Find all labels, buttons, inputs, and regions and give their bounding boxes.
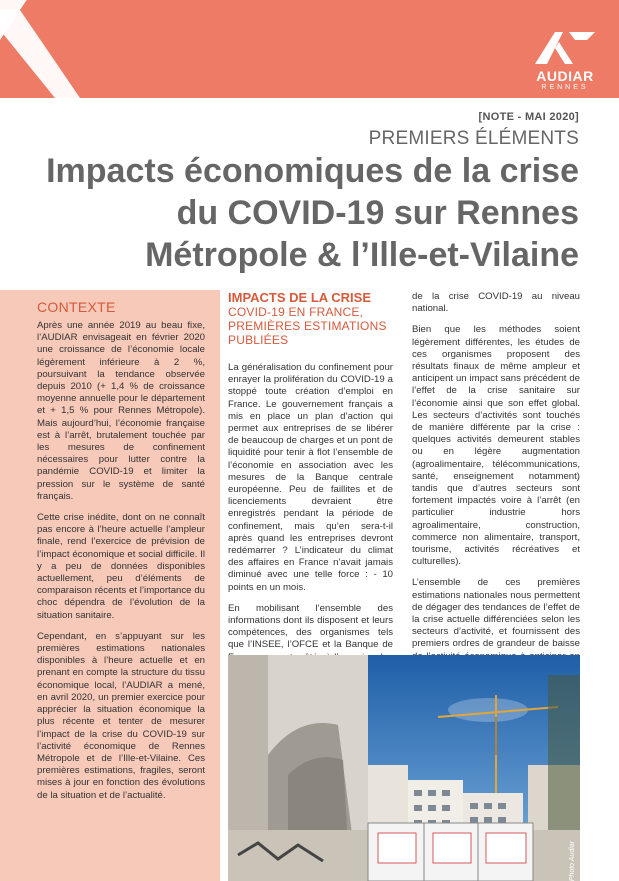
construction-site-photo xyxy=(228,655,580,881)
logo-mark-icon xyxy=(529,28,601,68)
middle-column xyxy=(228,362,393,685)
page-title: Impacts économiques de la crise du COVID-19 sur Rennes Métropole & l’Ille-et-Vilaine xyxy=(46,152,579,274)
audiar-logo[interactable] xyxy=(529,28,601,94)
middle-heading-line2: COVID-19 EN FRANCE, PREMIÈRES ESTIMATIONS PUBLIÉES xyxy=(228,305,387,347)
audiar-a-graphic-icon xyxy=(0,0,160,98)
middle-heading-line1: IMPACTS DE LA CRISE xyxy=(228,290,372,305)
right-paragraph: L’ensemble de ces premières estimations nationales nous permettent de dégager des tendances de l’effet de la crise actuelle différenciées selon les secteurs d’activité, et fournissent des premiers ordres de grandeur de baisse xyxy=(412,577,580,650)
logo-city: RENNES xyxy=(541,84,589,91)
right-paragraph: Bien que les méthodes soient légèrement différentes, les études de ces organismes proposent des résultats finaux de même ampleur et anticipent un impact sans précédent de l’effet de la crise sanitaire sur l’économie ainsi que son effet global. Les secteurs d’activités sont touchés de manière différente par la crise : quelques activités demeurent stables ou en légère augmentation (agroalimentaire, télécommunications, santé, enseignement notamment) tandis que d’autres secteurs sont fortement impactés voire à l’arrêt (en particulier industrie hors agroalimentaire, construction, commerce non alimentaire, transport, tourisme, activités récréatives et culturelles). xyxy=(412,324,580,568)
sidebar-paragraph: Cependant, en s’appuyant sur les premières estimations nationales disponibles à l’heure actuelle et en prenant en compte la structure du tissu économique local, l’AUDIAR a mené, en avril 2020, un premier exercice pour apprécier la situation économique la plus récente et tenter de mesurer l’impact de la crise du COVID-19 sur l’activité économique de Rennes Métropole et de l’Ille-et-Vilaine. Ces premières estimations, fragiles, seront mises à jour en fonction des évolutions de la situation et de l’actualité. xyxy=(37,630,205,801)
right-paragraph: de la crise COVID-19 au niveau national. xyxy=(412,291,580,315)
middle-heading xyxy=(228,290,388,347)
note-date: [NOTE - MAI 2020] xyxy=(478,111,579,123)
sidebar-text xyxy=(37,320,205,811)
middle-paragraph: En mobilisant l’ensemble des informations dont ils disposent et leurs compétences, des organismes tels que l’INSEE, l’OFCE et la Banque de xyxy=(228,602,393,651)
sidebar-paragraph: Cette crise inédite, dont on ne connaît pas encore à l’heure actuelle l’ampleur finale, rend l’exercice de prévision de l’impact économique et social difficile. Il y a peu de données disponibles actuellement, peu d’éléments de comparaison récents et l’importance du choc dépendra de l’évolution de la situation sanitaire. xyxy=(37,512,205,621)
photo-credit: Photo Audiar xyxy=(569,841,576,881)
header-banner xyxy=(0,0,619,98)
middle-paragraph: La généralisation du confinement pour enrayer la prolifération du COVID-19 a stoppé toute création d’emploi en France. Le gouvernement français a mis en place un plan d’action qui permet aux entreprises de se libérer de beaucoup de charges et un pont de liquidité pour tenir à flot l’ensemble de l’économie en association avec les mesures de la Banque centrale européenne. Peu de faillites et de licenciements devraient être enregistrés pendant la période de confinement, mais qu’en sera-t-il après quand les entreprises devront redémarrer ? L’indicateur du climat des affaires en France n’avait jamais diminué avec une telle force : - 10 points en un mois. xyxy=(228,362,393,593)
right-column xyxy=(412,291,580,684)
sidebar-paragraph: Après une année 2019 au beau fixe, l’AUDIAR envisageait en février 2020 une croissance de l’économie locale légèrement inférieure à 2 %, poursuivant la tendance observée depuis 2010 (+ 1,4 % de croissance moyenne annuelle pour le département et + 1,5 % pour Rennes Métropole). Mais aujourd’hui, l’économie française est à l’arrêt, brutalement touchée par les mesures de confinement nécessaires pour lutter contre la pandémie COVID-19 et limiter la pression sur le système de santé français. xyxy=(37,320,205,502)
photo-illustration xyxy=(228,655,580,881)
logo-wordmark: AUDIAR xyxy=(536,68,594,84)
pre-title: PREMIERS ÉLÉMENTS xyxy=(368,128,579,149)
sidebar-heading: CONTEXTE xyxy=(37,299,116,315)
